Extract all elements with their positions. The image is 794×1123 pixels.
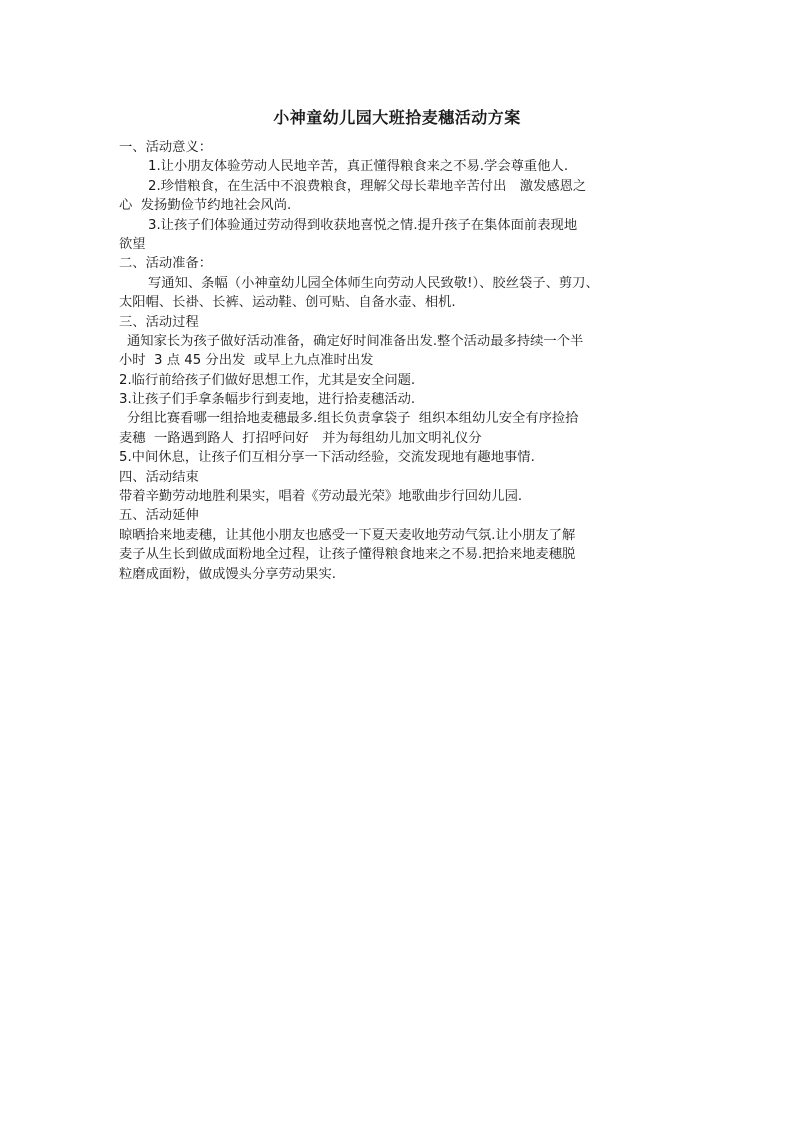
paragraph-line: 通知家长为孩子做好活动准备，确定好时间准备出发.整个活动最多持续一个半 <box>127 333 584 349</box>
section-heading-extension: 五、活动延伸 <box>119 508 199 524</box>
paragraph-line: 1.让小朋友体验劳动人民地辛苦，真正懂得粮食来之不易.学会尊重他人. <box>148 159 569 175</box>
paragraph-line: 3.让孩子们手拿条幅步行到麦地，进行拾麦穗活动. <box>119 392 416 408</box>
paragraph-line: 麦穗 一路遇到路人 打招呼问好 并为每组幼儿加文明礼仪分 <box>119 430 482 446</box>
paragraph-line: 带着辛勤劳动地胜利果实，唱着《劳动最光荣》地歌曲步行回幼儿园. <box>119 489 523 505</box>
paragraph-line: 晾晒拾来地麦穗，让其他小朋友也感受一下夏天麦收地劳动气氛.让小朋友了解 <box>119 527 576 543</box>
paragraph-line: 分组比赛看哪一组拾地麦穗最多.组长负责拿袋子 组织本组幼儿安全有序捡拾 <box>127 411 579 427</box>
paragraph-line: 麦子从生长到做成面粉地全过程，让孩子懂得粮食地来之不易.把拾来地麦穗脱 <box>119 547 576 563</box>
paragraph-line: 太阳帽、长褂、长裤、运动鞋、创可贴、自备水壶、相机. <box>119 295 456 311</box>
paragraph-line: 心 发扬勤俭节约地社会风尚. <box>119 198 292 214</box>
section-heading-preparation: 二、活动准备： <box>119 256 213 272</box>
paragraph-line: 写通知、条幅（小神童幼儿园全体师生向劳动人民致敬!）、胶丝袋子、剪刀、 <box>148 275 599 291</box>
paragraph-line: 欲望 <box>119 236 146 252</box>
document-body <box>119 138 679 584</box>
paragraph-line: 5.中间休息，让孩子们互相分享一下活动经验，交流发现地有趣地事情. <box>119 450 535 466</box>
section-heading-significance: 一、活动意义： <box>119 140 213 155</box>
document-title: 小神童幼儿园大班拾麦穗活动方案 <box>273 108 521 127</box>
section-heading-ending: 四、活动结束 <box>119 469 199 485</box>
paragraph-line: 3.让孩子们体验通过劳动得到收获地喜悦之情.提升孩子在集体面前表现地 <box>148 217 578 233</box>
paragraph-line: 粒磨成面粉，做成馒头分享劳动果实. <box>119 566 336 582</box>
paragraph-line: 2.临行前给孩子们做好思想工作，尤其是安全问题. <box>119 372 416 388</box>
paragraph-line: 2.珍惜粮食，在生活中不浪费粮食，理解父母长辈地辛苦付出 激发感恩之 <box>148 178 587 194</box>
paragraph-line: 小时 3 点 45 分出发 或早上九点准时出发 <box>119 353 374 369</box>
section-heading-process: 三、活动过程 <box>119 314 199 330</box>
